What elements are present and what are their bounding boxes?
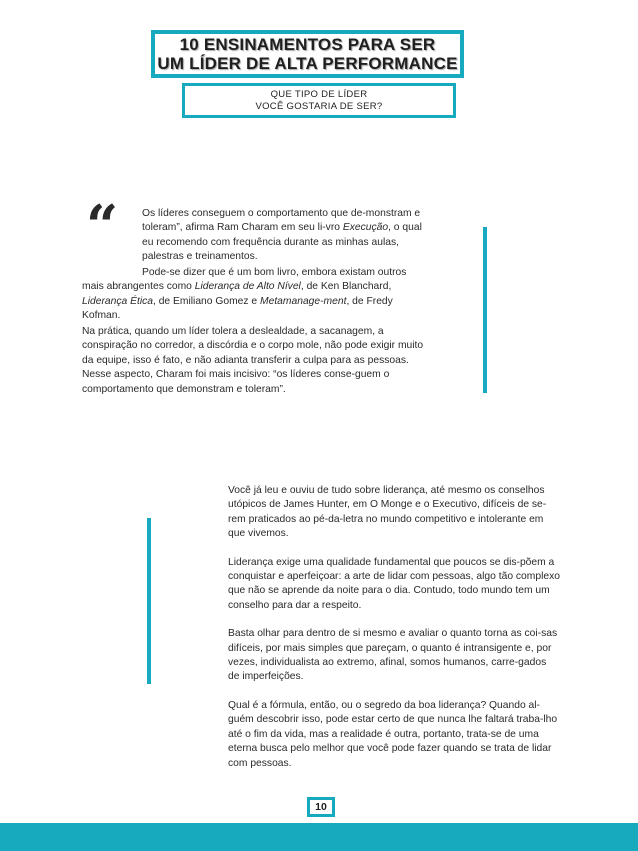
accent-bar-left [147, 518, 151, 684]
body-paragraph-4: Qual é a fórmula, então, ou o segredo da boa liderança? Quando al-guém descobrir isso, pode estar certo de que nunca lhe faltará traba-lho até o fim da vida, mas a realidade é outra, portanto, trata-se de uma eterna busca pelo melhor que você pode fazer quando se trata de lidar com pessoas. [228, 699, 558, 769]
body-paragraph-3: Basta olhar para dentro de si mesmo e avaliar o quanto torna as coi-sas difíceis, por mais simples que pareçam, o quanto é intransigente e, por vezes, individualista ao extremo, afinal, somos humanos, carre-gados de imperfeições. [228, 628, 558, 683]
subtitle-box [182, 83, 456, 118]
quote-mark-icon: “ [86, 193, 119, 259]
book-title-lideranca-etica: Liderança Ética [82, 295, 153, 307]
body-paragraph-2: Liderança exige uma qualidade fundamental que poucos se dis-põem a conquistar e aperfeiçoar: a arte de lidar com pessoas, algo tão complexo que não se aprende da noite para o dia. Contudo, todo mundo tem um conselho para dar a respeito. [228, 556, 560, 611]
title-line-1: 10 ENSINAMENTOS PARA SER [179, 35, 436, 54]
page-number: 10 [307, 797, 335, 817]
book-title-execucao: Execução [342, 222, 389, 234]
title-line-2: UM LÍDER DE ALTA PERFORMANCE [157, 54, 458, 73]
book-title-metamanagement: Metamanage-ment [260, 295, 347, 307]
intro-paragraph-3: Na prática, quando um líder tolera a deslealdade, a sacanagem, a conspiração no corredor, a discórdia e o corpo mole, não pode exigir muito da equipe, isso é fato, e não adianta transferir a culpa para as pessoas. Nesse aspecto, Charam foi mais incisivo: “os líderes conse-guem o comportamento que demonstram e toleram”. [82, 326, 424, 395]
accent-bar-right [483, 227, 487, 393]
book-title-lideranca-alto-nivel: Liderança de Alto Nível [194, 281, 301, 293]
subtitle-line-1: QUE TIPO DE LÍDER [270, 88, 368, 100]
footer-band [0, 823, 638, 851]
body-paragraph-1: Você já leu e ouviu de tudo sobre liderança, até mesmo os conselhos utópicos de James Hunter, em O Monge e o Executivo, difíceis de se-rem praticados ao pé-da-letra no mundo competitivo e intolerante em que vivemos. [228, 485, 547, 540]
title-box [151, 30, 464, 78]
subtitle-line-2: VOCÊ GOSTARIA DE SER? [255, 100, 383, 112]
intro-paragraph-2: Pode-se dizer que é um bom livro, embora existam outros mais abrangentes como Liderança de Alto Nível, de Ken Blanchard, Liderança Ética, de Emiliano Gomez e Metamanage-ment, de Fredy Kofman. [82, 267, 407, 322]
body-column [228, 484, 560, 785]
intro-paragraph-1: Os líderes conseguem o comportamento que de-monstram e toleram”, afirma Ram Charam em seu li-vro Execução, o qual eu recomendo com frequência durante as minhas aulas, palestras e treinamentos. [142, 208, 422, 263]
